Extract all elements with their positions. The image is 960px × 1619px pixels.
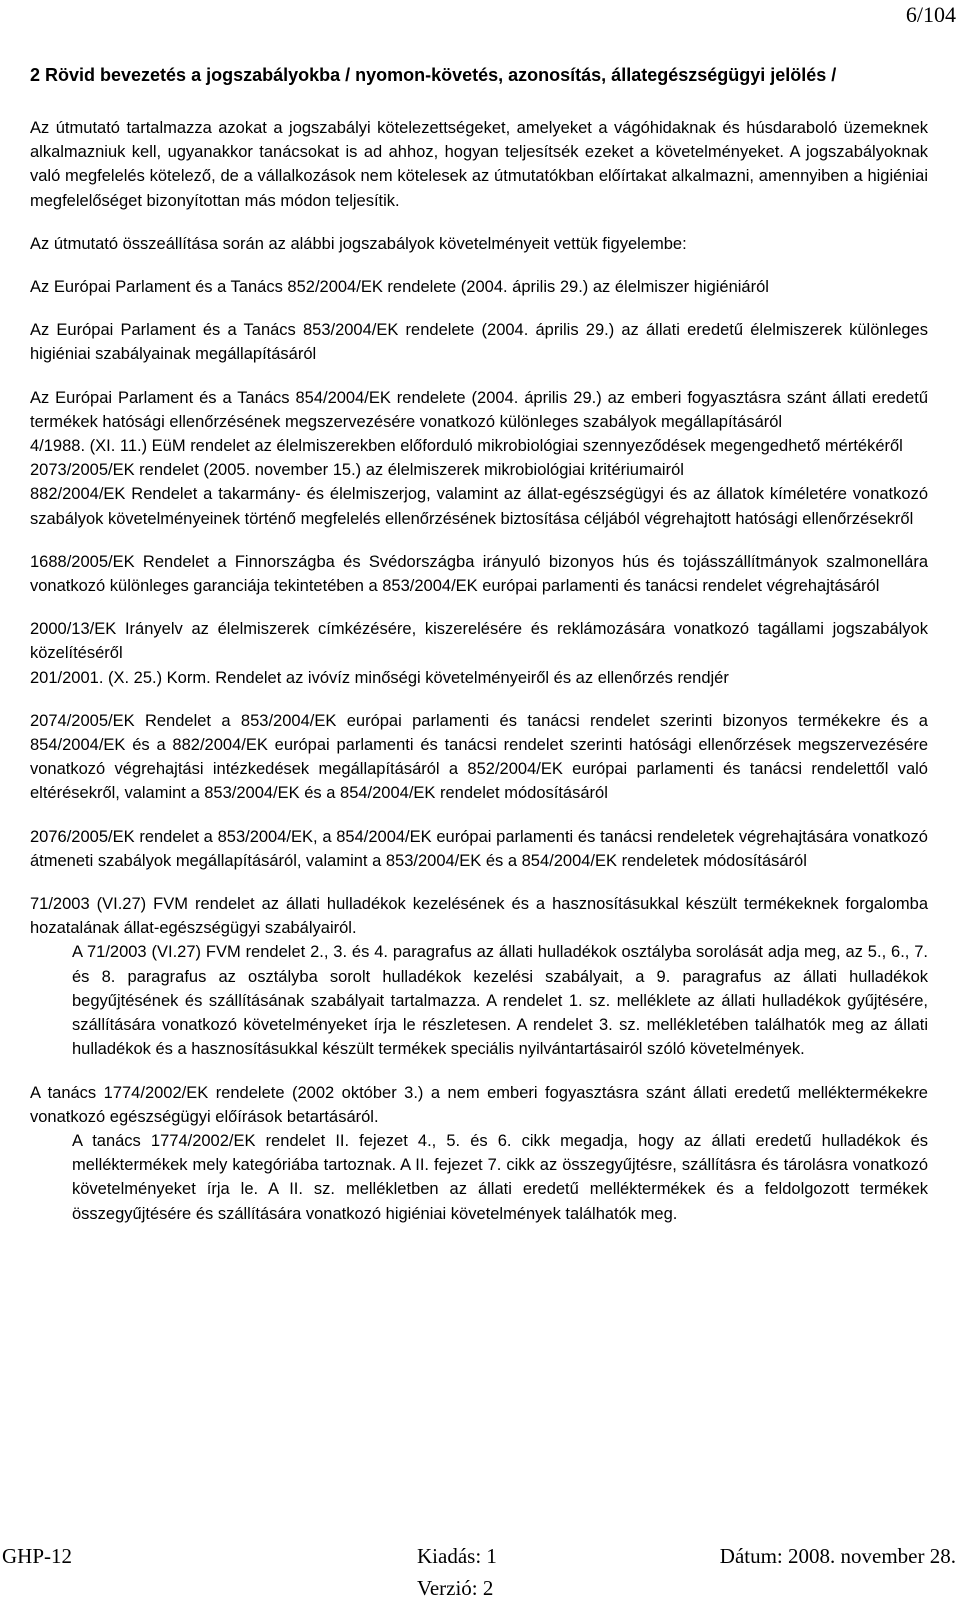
regulation-854-2004: Az Európai Parlament és a Tanács 854/2004/EK rendelete (2004. április 29.) az emberi fogyasztásra szánt állati eredetű termékek hatósági ellenőrzésének megszervezésére vonatkozó különleges szabályok megállapításáról: [30, 388, 928, 431]
legislation-intro: Az útmutató összeállítása során az alábbi jogszabályok követelményeit vettük figyelembe:: [30, 234, 687, 253]
regulation-2073-2005: 2073/2005/EK rendelet (2005. november 15.) az élelmiszerek mikrobiológiai kritériumairól: [30, 461, 684, 480]
body-text: [30, 116, 928, 1226]
regulation-201-2001: 201/2001. (X. 25.) Korm. Rendelet az ivóvíz minőségi követelményeiről és az ellenőrzés rendjér: [30, 668, 729, 687]
footer-doc-id: GHP-12: [2, 1544, 73, 1568]
regulation-852-2004: Az Európai Parlament és a Tanács 852/2004/EK rendelete (2004. április 29.) az élelmiszer higiéniáról: [30, 278, 769, 297]
regulation-71-2003: 71/2003 (VI.27) FVM rendelet az állati hulladékok kezelésének és a hasznosításukkal készült termékeknek forgalomba hozatalának állat-egészségügyi szabályairól.: [30, 895, 928, 938]
regulation-4-1988: 4/1988. (XI. 11.) EüM rendelet az élelmiszerekben előforduló mikrobiológiai szennyeződések megengedhető mértékéről: [30, 437, 903, 456]
regulation-2076-2005: 2076/2005/EK rendelet a 853/2004/EK, a 854/2004/EK európai parlamenti és tanácsi rendeletek végrehajtására vonatkozó átmeneti szabályok megállapításáról, valamint a 853/2004/EK és a 854/2004/EK rendeletek módosításáról: [30, 827, 928, 870]
regulation-2074-2005: 2074/2005/EK Rendelet a 853/2004/EK európai parlamenti és tanácsi rendelet szerinti bizonyos termékekre és a 854/2004/EK és a 882/2004/EK európai parlamenti és tanácsi rendelet szerinti hatósági ellenőrzések megszervezésére vonatkozó végrehajtási intézkedések megállapításáról a 852/2004/EK európai parlamenti és tanácsi rendelettől való eltérésekről, valamint a 853/2004/EK és a 854/2004/EK rendelet módosításáról: [30, 711, 928, 803]
regulation-71-2003-details: A 71/2003 (VI.27) FVM rendelet 2., 3. és 4. paragrafus az állati hulladékok osztályba sorolását adja meg, az 5., 6., 7. és 8. paragrafus az osztályba sorolt hulladékok kezelési szabályait, a 9. paragrafus az állati hulladékok begyűjtésének és szállításának szabályait tartalmazza. A rendelet 1. sz. melléklete az állati hulladékok gyűjtésére, szállítására vonatkozó követelményeket írja le részletesen. A rendelet 3. sz. mellékletében találhatók meg az állati hulladékok és a hasznosításukkal készült termékek speciális nyilvántartásairól szóló követelmények.: [72, 943, 928, 1059]
section-heading: 2 Rövid bevezetés a jogszabályokba / nyomon-követés, azonosítás, állategészségügyi jelölés /: [30, 65, 837, 85]
directive-2000-13: 2000/13/EK Irányelv az élelmiszerek címkézésére, kiszerelésére és reklámozására vonatkozó tagállami jogszabályok közelítéséről: [30, 620, 928, 663]
footer-verzio: Verzió: 2: [417, 1576, 494, 1600]
page-content: [30, 62, 928, 1226]
regulation-1774-2002-details: A tanács 1774/2002/EK rendelet II. fejezet 4., 5. és 6. cikk megadja, hogy az állati eredetű hulladékok és melléktermékek mely kategóriába tartoznak. A II. fejezet 7. cikk az összegyűjtésre, szállításra és tárolásra vonatkozó követelményeket írja le. A II. sz. mellékletben az állati eredetű melléktermékek és a feldolgozott termékek összegyűjtésére és szállítására vonatkozó higiéniai követelmények találhatók meg.: [72, 1131, 928, 1223]
page-number: 6/104: [905, 2, 956, 27]
regulation-882-2004: 882/2004/EK Rendelet a takarmány- és élelmiszerjog, valamint az állat-egészségügyi és az állatok kíméletére vonatkozó szabályok követelményeinek történő megfelelés ellenőrzésének biztosítása céljából végrehajtott hatósági ellenőrzésekről: [30, 485, 928, 528]
intro-paragraph: Az útmutató tartalmazza azokat a jogszabályi kötelezettségeket, amelyeket a vágóhidaknak és húsdaraboló üzemeknek alkalmazniuk kell, ugyanakkor tanácsokat is ad ahhoz, hogyan teljesítsék ezeket a követelményeket. A jogszabályoknak való megfelelés kötelező, de a vállalkozások nem kötelesek az útmutatókban előírtakat alkalmazni, amennyiben a higiéniai megfelelőséget bizonyítottan más módon teljesítik.: [30, 119, 928, 210]
regulation-853-2004: Az Európai Parlament és a Tanács 853/2004/EK rendelete (2004. április 29.) az állati eredetű élelmiszerek különleges higiéniai szabályainak megállapításáról: [30, 321, 928, 364]
regulation-1688-2005: 1688/2005/EK Rendelet a Finnországba és Svédországba irányuló bizonyos hús és tojásszállítmányok szalmonellára vonatkozó különleges garanciája tekintetében a 853/2004/EK európai parlamenti és tanácsi rendelet végrehajtásáról: [30, 552, 928, 596]
regulation-1774-2002: A tanács 1774/2002/EK rendelete (2002 október 3.) a nem emberi fogyasztásra szánt állati eredetű melléktermékekre vonatkozó egészségügyi előírások betartásáról.: [30, 1083, 928, 1126]
footer-datum: Dátum: 2008. november 28.: [719, 1544, 956, 1568]
page-footer: [0, 1544, 960, 1619]
footer-kiadas: Kiadás: 1: [417, 1544, 497, 1568]
